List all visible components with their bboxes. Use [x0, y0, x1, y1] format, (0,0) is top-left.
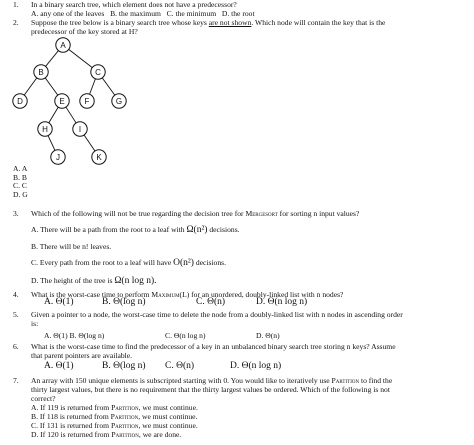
- question-text: What is the worst-case time to find the predecessor of a key in an unbalanced binary search tree storing n keys? Assume: [31, 342, 396, 351]
- answer-option-a: A. Θ(1): [44, 297, 74, 307]
- svg-text:A: A: [60, 40, 66, 50]
- tree-edge-c-f: [90, 79, 96, 95]
- tree-edge-a-b: [46, 51, 59, 67]
- answer-options: A. any one of the leaves B. the maximum C. the minimum D. the root: [31, 9, 255, 18]
- tree-node-i: [73, 122, 87, 136]
- answer-option-c: C. Every path from the root to a leaf will have O(n²) decisions.: [31, 258, 226, 268]
- tree-node-f: [80, 94, 94, 108]
- svg-text:D: D: [17, 96, 23, 106]
- tree-edge-c-g: [102, 78, 115, 95]
- tree-node-a: [56, 38, 70, 52]
- question-number: 3.: [13, 209, 19, 218]
- svg-text:H: H: [42, 124, 48, 134]
- answer-option-b: B. There will be n! leaves.: [31, 242, 112, 251]
- tree-edge-a-c: [69, 49, 93, 67]
- tree-node-k: [92, 150, 106, 164]
- question-text-continued: correct?: [31, 394, 56, 403]
- svg-text:K: K: [96, 152, 102, 162]
- question-number: 1.: [13, 0, 19, 9]
- svg-text:G: G: [115, 96, 123, 106]
- question-number: 5.: [13, 310, 19, 319]
- tree-edge-h-j: [48, 136, 55, 151]
- answer-option-c: C. If 131 is returned from Partition, we must continue.: [31, 421, 198, 430]
- question-text: An array with 150 unique elements is subscripted starting with 0. You would like to iteratively use Partition to find the: [31, 376, 393, 385]
- question-number: 6.: [13, 342, 19, 351]
- answer-option-c: C. Θ(n log n): [165, 331, 206, 340]
- question-text-continued: is:: [31, 319, 39, 328]
- tree-edge-e-h: [49, 107, 59, 123]
- svg-text:I: I: [78, 124, 82, 134]
- tree-node-g: [112, 94, 126, 108]
- svg-text:J: J: [56, 152, 60, 162]
- answer-option-c: C. C: [13, 181, 27, 191]
- answer-option-c: C. Θ(n): [165, 361, 195, 371]
- question-text: In a binary search tree, which element does not have a predecessor?: [31, 0, 237, 9]
- answer-option-a: A. A: [13, 164, 28, 173]
- tree-edge-e-i: [66, 107, 76, 123]
- tree-node-h: [38, 122, 52, 136]
- tree-node-c: [91, 65, 105, 79]
- answer-option-d: D. If 120 is returned from Partition, we are done.: [31, 430, 182, 439]
- answer-option-d: D. The height of the tree is Ω(n log n).: [31, 276, 157, 286]
- answer-option-d: D. Θ(n): [256, 331, 280, 340]
- question-text-continued: thirty largest values, but there is no requirement that the thirty largest values be ordered. Which of the following is not: [31, 385, 390, 394]
- svg-text:B: B: [38, 67, 44, 77]
- tree-node-b: [34, 65, 48, 79]
- question-number: 4.: [13, 290, 19, 299]
- svg-text:F: F: [84, 96, 90, 106]
- answer-options-ab: A. Θ(1) B. Θ(log n): [44, 331, 105, 340]
- answer-option-b: B. B: [13, 172, 27, 182]
- answer-option-b: B. Θ(log n): [102, 297, 146, 307]
- question-text: Given a pointer to a node, the worst-case time to delete the node from a doubly-linked list with n nodes in ascending order: [31, 310, 403, 319]
- question-text: What is the worst-case time to perform Maximum(L) for an unordered, doubly-linked list with n nodes?: [31, 290, 344, 299]
- question-text: Suppose the tree below is a binary search tree whose keys are not shown. Which node will contain the key that is the: [31, 18, 386, 27]
- tree-node-e: [55, 94, 69, 108]
- answer-option-a: A. If 119 is returned from Partition, we must continue.: [31, 403, 198, 412]
- tree-edge-b-d: [24, 78, 37, 95]
- question-text: Which of the following will not be true regarding the decision tree for Mergesort for sorting n input values?: [31, 209, 360, 218]
- answer-option-a: A. Θ(1): [44, 361, 74, 371]
- answer-option-c: C. Θ(n): [196, 297, 226, 307]
- question-text-continued: predecessor of the key stored at H?: [31, 27, 138, 36]
- answer-option-a: A. There will be a path from the root to a leaf with Ω(n²) decisions.: [31, 225, 240, 235]
- tree-node-d: [13, 94, 27, 108]
- answer-option-d: D. Θ(n log n): [230, 361, 282, 371]
- answer-option-b: B. If 118 is returned from Partition, we must continue.: [31, 412, 198, 421]
- question-text-continued: that parent pointers are available.: [31, 351, 132, 360]
- svg-text:C: C: [95, 67, 101, 77]
- answer-list: [13, 165, 28, 199]
- question-number: 7.: [13, 376, 19, 385]
- tree-edge-i-k: [84, 135, 95, 151]
- tree-edge-b-e: [45, 78, 58, 95]
- answer-option-b: B. Θ(log n): [102, 361, 146, 371]
- question-number: 2.: [13, 18, 19, 27]
- tree-node-j: [51, 150, 65, 164]
- svg-text:E: E: [59, 96, 65, 106]
- answer-option-d: D. Θ(n log n): [256, 297, 308, 307]
- answer-option-d: D. G: [13, 189, 28, 199]
